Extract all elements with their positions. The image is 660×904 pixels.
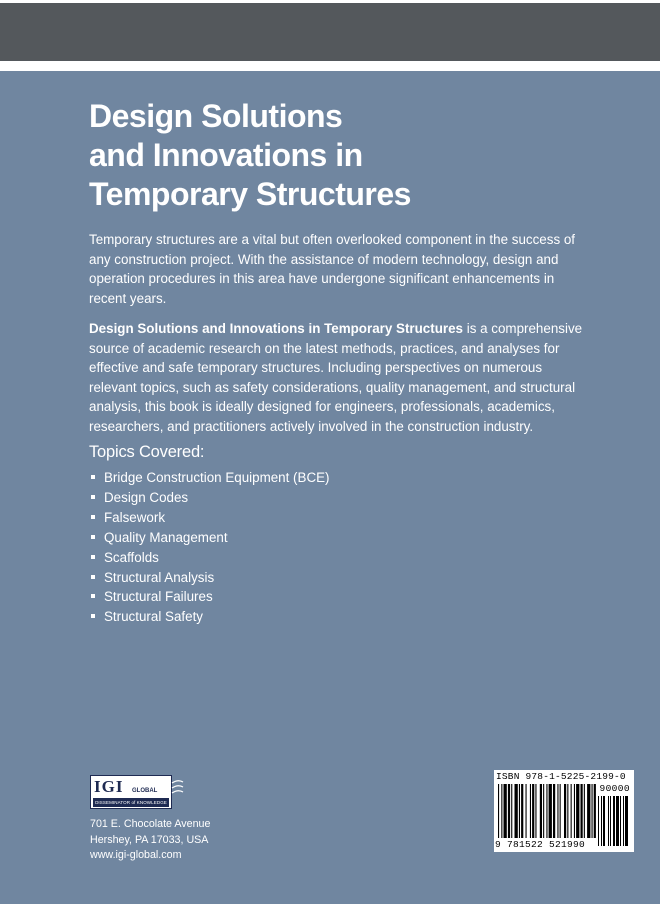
list-item <box>89 548 330 568</box>
publisher-logo <box>90 775 172 809</box>
topic-label: Scaffolds <box>104 549 159 565</box>
barcode-bars <box>498 784 630 846</box>
topic-label: Falsework <box>104 509 166 525</box>
topic-label: Bridge Construction Equipment (BCE) <box>104 470 330 485</box>
isbn-barcode <box>494 770 634 852</box>
topic-label: Structural Analysis <box>104 569 215 585</box>
topic-label: Structural Failures <box>104 589 213 605</box>
description-paragraph-2 <box>89 319 589 437</box>
topic-label: Design Codes <box>104 489 189 505</box>
bullet-icon <box>91 535 95 539</box>
topic-label: Quality Management <box>104 529 228 545</box>
topic-label: Structural Safety <box>104 609 203 625</box>
list-item <box>89 607 330 627</box>
address-website: www.igi-global.com <box>90 849 182 861</box>
paragraph-title-emphasis: Design Solutions and Innovations in Temporary Structures <box>89 321 463 336</box>
book-title-line: and Innovations in <box>89 137 363 173</box>
back-cover <box>0 71 660 904</box>
list-item <box>89 528 330 548</box>
top-dark-strip <box>0 3 660 61</box>
address-city: Hershey, PA 17033, USA <box>90 833 209 846</box>
bullet-icon <box>91 614 95 618</box>
paragraph-body: is a comprehensive source of academic research on the latest methods, practices, and analyses for effective and safe temporary structures. Including perspectives on numerous relevant topics, such as safety considerations, quality management, and structural analysis, this book is ideally designed for engineers, professionals, academics, researchers, and practitioners actively involved in the construction industry. <box>89 321 583 434</box>
address-street: 701 E. Chocolate Avenue <box>90 818 211 830</box>
book-title-line: Design Solutions <box>89 98 343 134</box>
description-paragraph-1: Temporary structures are a vital but often overlooked component in the success of any construction project. With the assistance of modern technology, design and operation procedures in this area have undergone significant enhancements in recent years. <box>89 232 576 306</box>
bullet-icon <box>91 555 95 559</box>
topics-heading: Topics Covered: <box>89 443 205 461</box>
logo-tagline: DISSEMINATOR of KNOWLEDGE <box>93 798 169 807</box>
bullet-icon <box>91 594 95 598</box>
logo-swirl-icon <box>171 779 185 799</box>
bullet-icon <box>91 515 95 519</box>
publisher-address <box>90 817 210 864</box>
bullet-icon <box>91 475 95 479</box>
bullet-icon <box>91 575 95 579</box>
list-item <box>89 568 330 588</box>
barcode-addon-number: 90000 <box>599 783 630 794</box>
book-title-line: Temporary Structures <box>89 176 411 212</box>
isbn-label: ISBN 978-1-5225-2199-0 <box>496 771 626 782</box>
list-item <box>89 488 330 508</box>
ean-number: 9 781522 521990 <box>494 839 593 850</box>
logo-wordmark: IGI <box>94 777 124 796</box>
list-item <box>89 587 330 607</box>
bullet-icon <box>91 495 95 499</box>
list-item <box>89 468 330 488</box>
topics-list <box>89 468 330 627</box>
book-title <box>89 97 529 214</box>
list-item <box>89 508 330 528</box>
logo-global: GLOBAL <box>132 788 158 794</box>
